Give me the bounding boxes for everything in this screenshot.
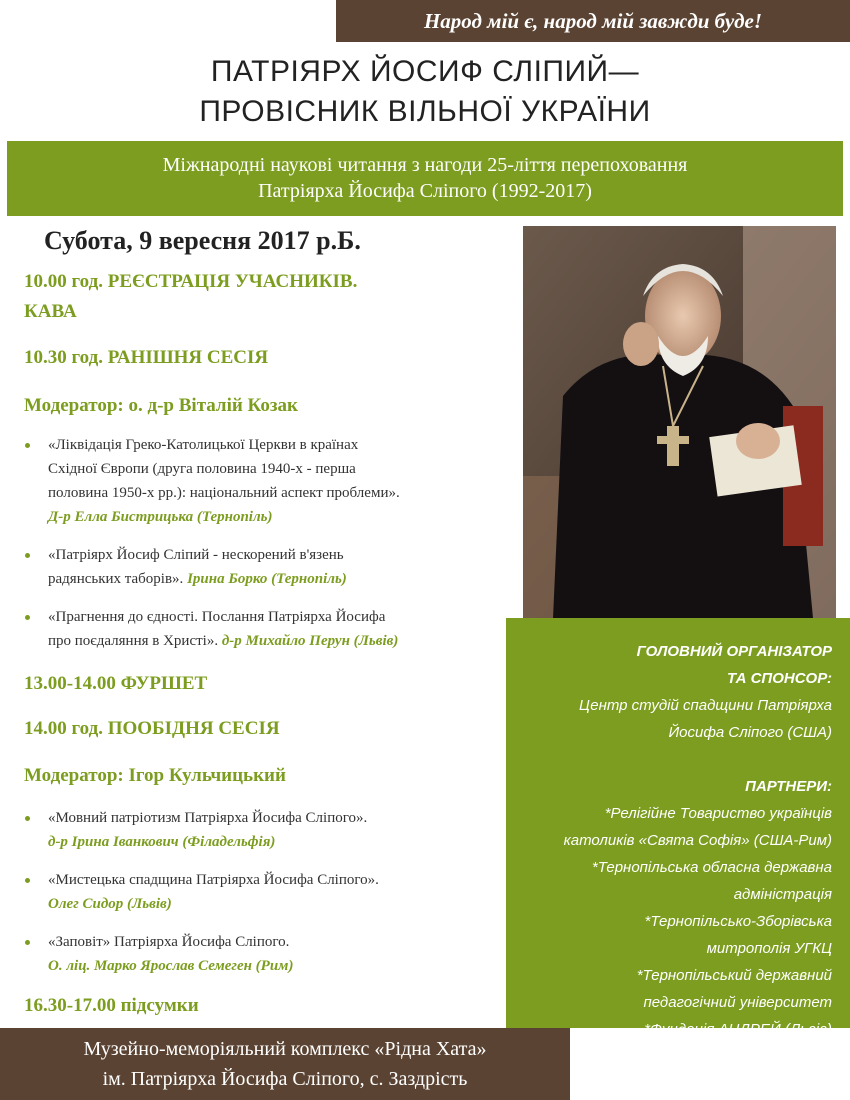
venue-line-1: Музейно-меморіяльний комплекс «Рідна Хата» xyxy=(83,1038,487,1060)
venue-line-2: ім. Патріярха Йосифа Сліпого, с. Заздрість xyxy=(102,1068,468,1090)
talk-author: Ірина Борко (Тернопіль) xyxy=(187,571,347,587)
bullet-icon xyxy=(25,553,30,558)
partner-line: педагогічний університет xyxy=(643,994,832,1011)
moderator-2: Модератор: Ігор Кульчицький xyxy=(24,765,286,786)
bullet-icon xyxy=(25,615,30,620)
talk-title-line: «Заповіт» Патріярха Йосифа Сліпого. xyxy=(48,934,290,950)
moderator-1: Модератор: о. д-р Віталій Козак xyxy=(24,395,298,416)
partner-line: *Тернопільська обласна державна xyxy=(591,859,832,876)
talk-title-line: радянських таборів». xyxy=(48,571,184,587)
venue-footer xyxy=(0,1028,570,1100)
talk-title-line: «Ліквідація Греко-Католицької Церкви в країнах xyxy=(48,437,359,453)
talk-author: Олег Сидор (Львів) xyxy=(48,896,172,912)
banner-line-2: Патріярха Йосифа Сліпого (1992-2017) xyxy=(258,180,592,202)
talk-title-line: про поєдаляння в Христі». xyxy=(48,633,219,649)
bullet-icon xyxy=(25,816,30,821)
banner-line-1: Міжнародні наукові читання з нагоди 25-ліття перепоховання xyxy=(162,154,688,176)
bullet-icon xyxy=(25,878,30,883)
talk-title-line: половина 1950-х рр.): національний аспект проблеми». xyxy=(48,485,400,501)
lunch-heading: 13.00-14.00 ФУРШЕТ xyxy=(24,673,208,694)
list-item xyxy=(20,543,500,591)
closing-heading: 16.30-17.00 підсумки xyxy=(24,995,199,1016)
talk-author: д-р Ірина Іванкович (Філадельфія) xyxy=(48,834,276,850)
partner-line: адміністрація xyxy=(733,886,832,903)
organizer-heading-1: ГОЛОВНИЙ ОРГАНІЗАТОР xyxy=(636,643,832,660)
list-item xyxy=(20,806,500,854)
talk-title-line: «Мистецька спадщина Патріярха Йосифа Сліпого». xyxy=(48,872,379,888)
talk-title-line: «Прагнення до єдності. Послання Патріярха Йосифа xyxy=(48,609,386,625)
partners-heading: ПАРТНЕРИ: xyxy=(745,778,832,795)
portrait-image xyxy=(523,226,836,618)
talk-author: О. ліц. Марко Ярослав Семеген (Рим) xyxy=(48,958,294,974)
motto-text: Народ мій є, народ мій завжди буде! xyxy=(423,8,763,33)
partner-line: *Тернопільський державний xyxy=(636,967,832,984)
registration-line-1: 10.00 год. РЕЄСТРАЦІЯ УЧАСНИКІВ. xyxy=(24,271,358,292)
subtitle-banner xyxy=(7,141,843,216)
talk-author: д-р Михайло Перун (Львів) xyxy=(221,633,399,649)
partner-line: католиків «Свята Софія» (США-Рим) xyxy=(563,832,832,849)
partner-line: *Тернопільсько-Зборівська xyxy=(644,913,832,930)
organizer-line-2: Йосифа Сліпого (США) xyxy=(668,724,832,741)
list-item xyxy=(20,605,500,653)
list-item xyxy=(20,433,500,529)
patriarch-portrait xyxy=(523,226,836,618)
partner-line: *Фундація АНДРЕЙ (Львів) xyxy=(644,1021,832,1038)
talk-title-line: «Патріярх Йосиф Сліпий - нескорений в'язень xyxy=(48,547,344,563)
page-title xyxy=(0,52,850,132)
event-date: Субота, 9 вересня 2017 р.Б. xyxy=(44,226,361,255)
talk-title-line: «Мовний патріотизм Патріярха Йосифа Сліпого». xyxy=(48,810,368,826)
partner-line: *Релігійне Товариство українців xyxy=(604,805,832,822)
registration-line-2: КАВА xyxy=(24,301,77,322)
list-item xyxy=(20,868,500,916)
bullet-icon xyxy=(25,940,30,945)
list-item xyxy=(20,930,500,978)
talk-title-line: Східної Європи (друга половина 1940-х - перша xyxy=(48,461,356,477)
morning-session-heading: 10.30 год. РАНІШНЯ СЕСІЯ xyxy=(24,347,269,368)
partner-line: митрополія УГКЦ xyxy=(706,940,832,957)
organizer-heading-2: ТА СПОНСОР: xyxy=(726,670,832,687)
afternoon-session-heading: 14.00 год. ПООБІДНЯ СЕСІЯ xyxy=(24,718,280,739)
bullet-icon xyxy=(25,443,30,448)
motto-banner xyxy=(336,0,850,42)
title-line-2: ПРОВІСНИК ВІЛЬНОЇ УКРАЇНИ xyxy=(199,95,651,128)
title-line-1: ПАТРІЯРХ ЙОСИФ СЛІПИЙ— xyxy=(210,55,640,88)
talk-author: Д-р Елла Бистрицька (Тернопіль) xyxy=(48,509,273,525)
organizer-line-1: Центр студій спадщини Патріярха xyxy=(579,697,832,714)
organizers-box xyxy=(506,618,850,1038)
